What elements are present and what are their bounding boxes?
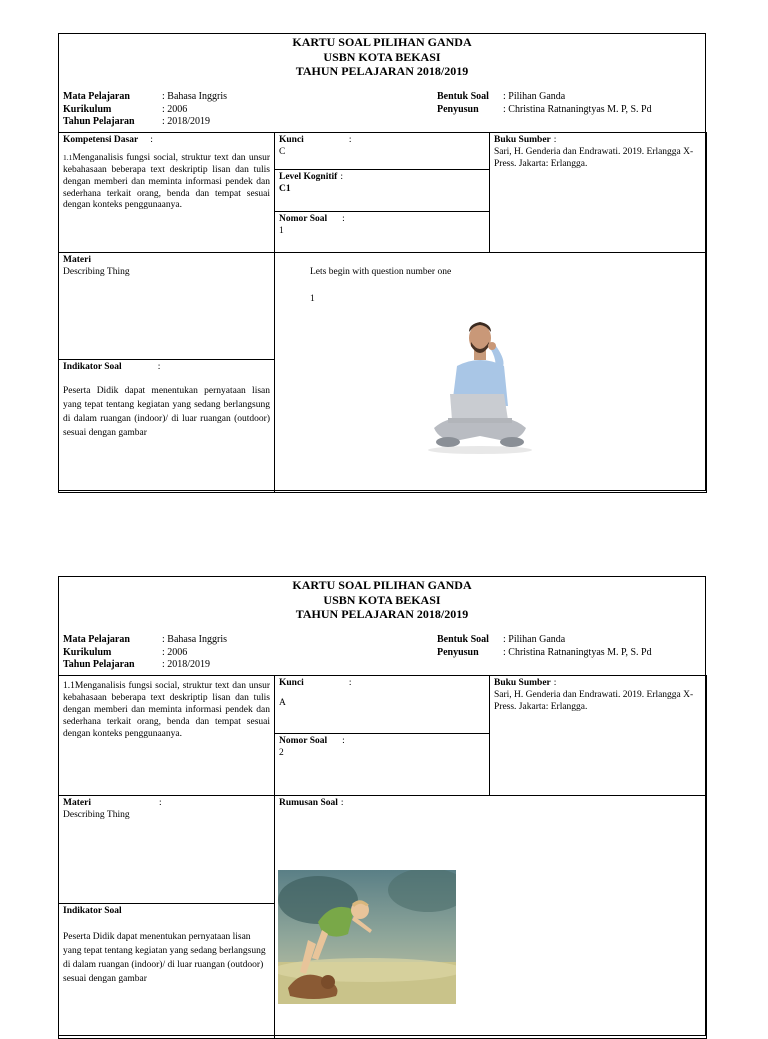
nomor-soal-label: Nomor Soal	[279, 214, 328, 224]
meta-left	[63, 634, 227, 672]
buku-sumber-cell: Buku Sumber : Sari, H. Genderia dan Endrawati. 2019. Erlangga X-Press. Jakarta: Erlangga.	[489, 675, 707, 796]
card-title: KARTU SOAL PILIHAN GANDA	[292, 35, 472, 49]
nomor-soal-value: 2	[279, 747, 284, 758]
kurikulum-label: Kurikulum	[63, 103, 112, 115]
level-kognitif-label: Level Kognitif	[279, 172, 338, 182]
card-title: KARTU SOAL PILIHAN GANDA	[292, 578, 472, 592]
meta-left	[63, 91, 227, 129]
penyusun-value: : Christina Ratnaningtyas M. P, S. Pd	[503, 646, 652, 658]
kunci-cell: Kunci : C	[274, 132, 490, 170]
question-card-2	[58, 576, 706, 1036]
question-card-1	[58, 33, 706, 491]
indikator-soal-label: Indikator Soal	[63, 906, 122, 916]
buku-sumber-label: Buku Sumber	[494, 678, 551, 688]
kompetensi-dasar-cell: Kompetensi Dasar : 1.1Menganalisis fungsi social, struktur text dan unsur kebahasaan beberapa text deskriptip lisan dan tulis dengan memberi dan meminta informasi pendek dan sederhana terkait orang, benda dan tempat sesuai dengan konteks penggunaanya.	[58, 132, 275, 253]
meta-right	[437, 634, 652, 659]
kurikulum-value: : 2006	[162, 103, 188, 115]
kunci-label: Kunci	[279, 678, 304, 688]
card-year: TAHUN PELAJARAN 2018/2019	[295, 64, 469, 78]
mata-pelajaran-label: Mata Pelajaran	[63, 634, 130, 645]
indikator-soal-text: Peserta Didik dapat menentukan pernyataan lisan yang tepat tentang kegiatan yang sedang berlangsung di dalam ruangan (indoor)/ di luar ruangan (outdoor) sesuai dengan gambar	[63, 931, 266, 984]
indikator-soal-cell: Indikator Soal : Peserta Didik dapat menentukan pernyataan lisan yang tepat tentang kegiatan yang sedang berlangsung di dalam ruangan (indoor)/ di luar ruangan (outdoor) sesuai dengan gambar	[58, 359, 275, 493]
kompetensi-dasar-label: Kompetensi Dasar	[63, 135, 139, 145]
question-text: Lets begin with question number one	[310, 267, 452, 277]
kompetensi-dasar-text: 1.1Menganalisis fungsi social, struktur text dan unsur kebahasaan beberapa text deskriptip lisan dan tulis dengan memberi dan meminta informasi pendek dan sederhana terkait orang, benda dan tempat sesuai dengan konteks penggunaanya.	[63, 152, 270, 211]
bentuk-soal-value: : Pilihan Ganda	[503, 91, 566, 102]
buku-sumber-value: Sari, H. Genderia dan Endrawati. 2019. Erlangga X-Press. Jakarta: Erlangga.	[494, 689, 694, 712]
meta-right	[437, 91, 652, 116]
card-subtitle: USBN KOTA BEKASI	[323, 592, 441, 607]
tahun-label: Tahun Pelajaran	[63, 659, 135, 670]
buku-sumber-label: Buku Sumber	[494, 135, 551, 145]
penyusun-label: Penyusun	[437, 646, 479, 658]
mata-pelajaran-value: : Bahasa Inggris	[162, 634, 227, 645]
level-kognitif-value: C1	[279, 183, 291, 194]
nomor-soal-value: 1	[279, 225, 284, 236]
rumusan-soal-label: Rumusan Soal	[279, 798, 338, 808]
buku-sumber-value: Sari, H. Genderia dan Endrawati. 2019. Erlangga X-Press. Jakarta: Erlangga.	[494, 146, 694, 169]
materi-label: Materi	[63, 255, 91, 265]
materi-value: Describing Thing	[63, 266, 130, 277]
tahun-label: Tahun Pelajaran	[63, 116, 135, 127]
card-header	[59, 35, 705, 79]
question-number: 1	[310, 294, 315, 304]
mata-pelajaran-value: : Bahasa Inggris	[162, 91, 227, 102]
question-area	[274, 252, 707, 493]
child-playing-outdoor-image	[278, 870, 456, 1004]
buku-sumber-cell: Buku Sumber : Sari, H. Genderia dan Endrawati. 2019. Erlangga X-Press. Jakarta: Erlangga.	[489, 132, 707, 253]
rumusan-soal-area: Rumusan Soal :	[274, 795, 707, 1039]
card-header	[59, 578, 705, 622]
kurikulum-value: : 2006	[162, 646, 188, 658]
materi-label: Materi	[63, 798, 91, 808]
kompetensi-dasar-cell	[58, 675, 275, 796]
level-kognitif-cell: Level Kognitif : C1	[274, 169, 490, 212]
penyusun-label: Penyusun	[437, 103, 479, 115]
bentuk-soal-label: Bentuk Soal	[437, 634, 489, 645]
tahun-value: : 2018/2019	[162, 659, 211, 670]
penyusun-value: : Christina Ratnaningtyas M. P, S. Pd	[503, 103, 652, 115]
materi-cell: Materi : Describing Thing	[58, 795, 275, 904]
indikator-soal-text: Peserta Didik dapat menentukan pernyataan lisan yang tepat tentang kegiatan yang sedang berlangsung di dalam ruangan (indoor)/ di luar ruangan (outdoor) sesuai dengan gambar	[63, 385, 270, 438]
card-subtitle: USBN KOTA BEKASI	[323, 49, 441, 64]
kunci-value: A	[279, 697, 286, 708]
kunci-label: Kunci	[279, 135, 304, 145]
kunci-value: C	[279, 146, 286, 157]
nomor-soal-cell: Nomor Soal : 1	[274, 211, 490, 253]
bentuk-soal-label: Bentuk Soal	[437, 91, 489, 102]
materi-value: Describing Thing	[63, 809, 130, 820]
kunci-cell: Kunci : A	[274, 675, 490, 734]
materi-cell	[58, 252, 275, 360]
indikator-soal-cell	[58, 903, 275, 1039]
bentuk-soal-value: : Pilihan Ganda	[503, 634, 566, 645]
indikator-soal-label: Indikator Soal	[63, 362, 122, 372]
kompetensi-dasar-text: 1.1Menganalisis fungsi social, struktur text dan unsur kebahasaan beberapa text deskriptip lisan dan tulis dengan memberi dan meminta informasi pendek dan sederhana terkait orang, benda dan tempat sesuai dengan konteks penggunaanya.	[63, 681, 270, 739]
card-year: TAHUN PELAJARAN 2018/2019	[295, 607, 469, 621]
nomor-soal-cell: Nomor Soal : 2	[274, 733, 490, 796]
kurikulum-label: Kurikulum	[63, 646, 112, 658]
nomor-soal-label: Nomor Soal	[279, 736, 328, 746]
mata-pelajaran-label: Mata Pelajaran	[63, 91, 130, 102]
tahun-value: : 2018/2019	[162, 116, 211, 127]
man-with-laptop-image	[412, 308, 542, 456]
